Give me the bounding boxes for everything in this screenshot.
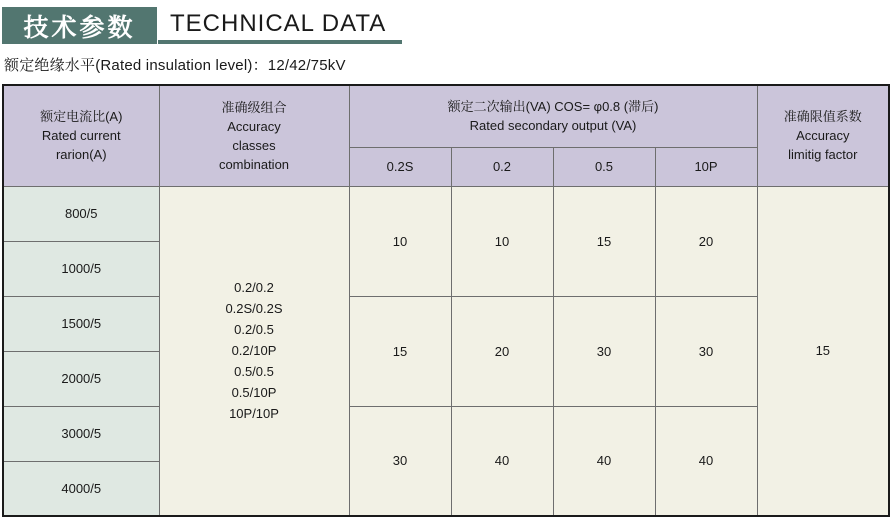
- header-rated-current-en2: rarion(A): [55, 147, 107, 163]
- output-cell-g3-0-2s: 30: [349, 406, 451, 516]
- output-cell-g1-10p: 20: [655, 186, 757, 296]
- header-accuracy-limiting-en2: limitig factor: [788, 147, 858, 163]
- header-secondary-output: [349, 85, 757, 147]
- section-title-cn: 技术参数: [2, 7, 157, 44]
- ratio-cell-2000-5: 2000/5: [3, 351, 159, 406]
- output-cell-g2-0-2: 20: [451, 296, 553, 406]
- section-title-en: TECHNICAL DATA: [170, 10, 387, 37]
- accuracy-combinations-cell: [159, 186, 349, 516]
- output-cell-g2-10p: 30: [655, 296, 757, 406]
- header-subcol-0-2: 0.2: [451, 147, 553, 186]
- header-rated-current-en1: Rated current: [41, 128, 121, 144]
- table-row: [3, 186, 889, 241]
- header-accuracy-limiting-en1: Accuracy: [796, 128, 850, 144]
- output-cell-g3-10p: 40: [655, 406, 757, 516]
- table-row: [3, 406, 889, 461]
- ratio-cell-1000-5: 1000/5: [3, 241, 159, 296]
- rated-insulation-level-line: 额定绝缘水平(Rated insulation level)：12/42/75kV: [4, 57, 346, 74]
- section-title-en-underline: [158, 10, 402, 44]
- ratio-cell-1500-5: 1500/5: [3, 296, 159, 351]
- header-accuracy-classes-en1: Accuracy: [227, 118, 281, 134]
- header-accuracy-classes: [159, 85, 349, 186]
- header-rated-current-cn: 额定电流比(A): [40, 109, 123, 125]
- combo-line: 0.5/10P: [231, 385, 277, 401]
- header-accuracy-limiting-factor: [757, 85, 889, 186]
- output-cell-g3-0-5: 40: [553, 406, 655, 516]
- section-title-bar: [2, 6, 888, 44]
- header-row-top: [3, 85, 889, 147]
- ratio-cell-3000-5: 3000/5: [3, 406, 159, 461]
- header-secondary-output-cn: 额定二次输出(VA) COS= φ0.8 (滞后): [447, 99, 659, 115]
- header-subcol-10p: 10P: [655, 147, 757, 186]
- header-rated-current-ratio: [3, 85, 159, 186]
- header-accuracy-classes-cn: 准确级组合: [221, 99, 287, 115]
- header-accuracy-limiting-cn: 准确限值系数: [783, 109, 862, 125]
- table-row: [3, 296, 889, 351]
- header-accuracy-classes-en3: combination: [218, 156, 290, 172]
- header-accuracy-classes-en2: classes: [232, 137, 276, 153]
- output-cell-g1-0-2s: 10: [349, 186, 451, 296]
- combo-line: 0.5/0.5: [234, 364, 274, 380]
- output-cell-g2-0-5: 30: [553, 296, 655, 406]
- accuracy-limiting-factor-cell: 15: [757, 186, 889, 516]
- combo-line: 0.2S/0.2S: [225, 301, 283, 317]
- header-subcol-0-2s: 0.2S: [349, 147, 451, 186]
- combo-line: 0.2/0.5: [234, 322, 274, 338]
- output-cell-g1-0-5: 15: [553, 186, 655, 296]
- output-cell-g3-0-2: 40: [451, 406, 553, 516]
- output-cell-g2-0-2s: 15: [349, 296, 451, 406]
- combo-line: 0.2/0.2: [234, 280, 274, 296]
- technical-data-table: [2, 84, 890, 517]
- combo-line: 10P/10P: [229, 406, 279, 422]
- ratio-cell-4000-5: 4000/5: [3, 461, 159, 516]
- combo-line: 0.2/10P: [231, 343, 277, 359]
- header-subcol-0-5: 0.5: [553, 147, 655, 186]
- output-cell-g1-0-2: 10: [451, 186, 553, 296]
- ratio-cell-800-5: 800/5: [3, 186, 159, 241]
- header-secondary-output-en: Rated secondary output (VA): [469, 118, 637, 134]
